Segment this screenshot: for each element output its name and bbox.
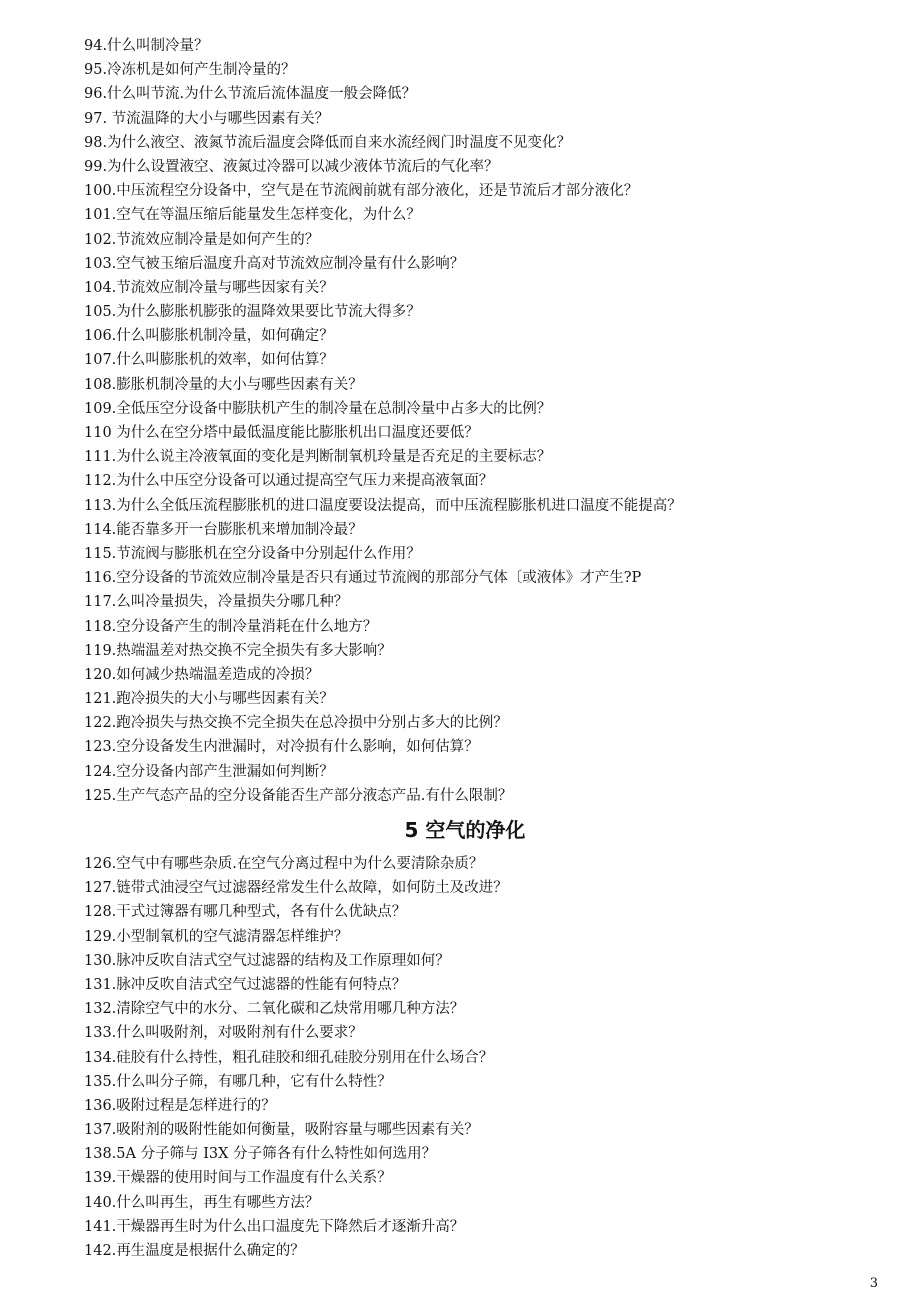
question-item: 115.节流阀与膨胀机在空分设备中分别起什么作用？ [84, 545, 421, 562]
question-item: 106.什么叫膨胀机制冷量，如何确定？ [84, 328, 334, 345]
question-item: 133.什么叫吸附剂，对吸附剂有什么要求？ [84, 1025, 363, 1042]
question-item: 132.清除空气中的水分、二氧化碳和乙炔常用哪几种方法？ [84, 1001, 465, 1018]
question-item: 117.么叫冷量损失，冷量损失分哪几种？ [84, 594, 349, 611]
question-item: 102.节流效应制冷量是如何产生的？ [84, 231, 320, 248]
question-item: 136.吸附过程是怎样进行的？ [84, 1097, 276, 1114]
question-item: 96.什么叫节流.为什么节流后流体温度一般会降低？ [84, 86, 417, 103]
question-item: 118.空分设备产生的制冷量消耗在什么地方？ [84, 618, 378, 635]
question-item: 109.全低压空分设备中膨肤机产生的制冷量在总制冷量中占多大的比例？ [84, 400, 552, 417]
question-item: 105.为什么膨胀机膨张的温降效果要比节流大得多？ [84, 304, 421, 321]
question-item: 130.脉冲反吹自洁式空气过滤器的结构及工作原理如何？ [84, 952, 450, 969]
question-item: 140.什么叫再生，再生有哪些方法？ [84, 1194, 320, 1211]
question-item: 141.干燥器再生时为什么出口温度先下降然后才逐渐升高？ [84, 1218, 465, 1235]
question-item: 142.再生温度是根据什么确定的？ [84, 1243, 305, 1259]
question-item: 134.硅胶有什么持性，粗孔硅胶和细孔硅胶分别用在什么场合？ [84, 1049, 494, 1066]
question-item: 95.冷冻机是如何产生制冷量的？ [84, 62, 296, 79]
question-item: 131.脉冲反吹自洁式空气过滤器的性能有何特点？ [84, 976, 407, 993]
question-item: 97. 节流温降的大小与哪些因素有关？ [84, 110, 330, 127]
question-item: 124.空分设备内部产生泄漏如何判断？ [84, 763, 334, 780]
question-item: 108.膨胀机制冷量的大小与哪些因素有关？ [84, 376, 363, 393]
question-item: 139.干燥器的使用时间与工作温度有什么关系？ [84, 1170, 392, 1187]
question-item: 112.为什么中压空分设备可以通过提高空气压力来提高液氧面？ [84, 473, 494, 490]
question-item: 138.5A 分子筛与 I3X 分子筛各有什么特性如何选用？ [84, 1146, 437, 1163]
question-item: 137.吸附剂的吸附性能如何衡量，吸附容量与哪些因素有关？ [84, 1122, 479, 1139]
question-list-part1 [84, 34, 884, 808]
question-item: 119.热端温差对热交换不完全损失有多大影响？ [84, 642, 392, 659]
question-item: 99.为什么设置液空、液氮过冷器可以减少液体节流后的气化率？ [84, 158, 499, 175]
question-item: 114.能否靠多开一台膨胀机来增加制冷最？ [84, 521, 363, 538]
question-item: 100.中压流程空分设备中，空气是在节流阀前就有部分液化，还是节流后才部分液化？ [84, 183, 639, 200]
page-number: 3 [869, 1276, 878, 1291]
question-item: 107.什么叫膨胀机的效率，如何估算？ [84, 352, 334, 369]
question-item: 101.空气在等温压缩后能量发生怎样变化，为什么？ [84, 207, 421, 224]
question-item: 116.空分设备的节流效应制冷量是否只有通过节流阀的那部分气体〔或液体》才产生?P [84, 570, 642, 587]
question-item: 126.空气中有哪些杂质.在空气分离过程中为什么要清除杂质？ [84, 856, 484, 872]
question-item: 110 为什么在空分塔中最低温度能比膨胀机出口温度还要低？ [84, 425, 479, 441]
question-list-part2 [84, 852, 884, 1263]
question-item: 135.什么叫分子筛，有哪几种，它有什么特性？ [84, 1073, 392, 1090]
section-heading: 5 空气的净化 [404, 818, 526, 842]
question-item: 127.链带式油浸空气过滤器经常发生什么故障，如何防土及改进？ [84, 880, 508, 897]
question-item: 104.节流效应制冷量与哪些因家有关？ [84, 279, 334, 296]
question-item: 123.空分设备发生内泄漏时，对冷损有什么影响，如何估算？ [84, 739, 479, 756]
question-item: 103.空气被玉缩后温度升高对节流效应制冷量有什么影响？ [84, 255, 465, 272]
question-item: 120.如何减少热端温差造成的冷损？ [84, 666, 320, 683]
question-item: 121.跑冷损失的大小与哪些因素有关？ [84, 691, 334, 708]
question-item: 122.跑冷损失与热交换不完全损失在总冷损中分别占多大的比例？ [84, 715, 508, 732]
question-item: 113.为什么全低压流程膨胀机的进口温度要设法提高，而中压流程膨胀机进口温度不能提高？ [84, 497, 682, 514]
question-item: 94.什么叫制冷量？ [84, 38, 209, 54]
question-item: 98.为什么液空、液氮节流后温度会降低而自来水流经阀门时温度不见变化？ [84, 134, 572, 151]
question-item: 111.为什么说主冷液氧面的变化是判断制氧机玲量是否充足的主要标志？ [84, 449, 552, 466]
question-item: 128.干式过簿器有哪几种型式，各有什么优缺点？ [84, 904, 407, 921]
question-item: 125.生产气态产品的空分设备能否生产部分液态产品.有什么限制？ [84, 787, 513, 804]
question-item: 129.小型制氧机的空气滤清器怎样维护？ [84, 928, 349, 945]
